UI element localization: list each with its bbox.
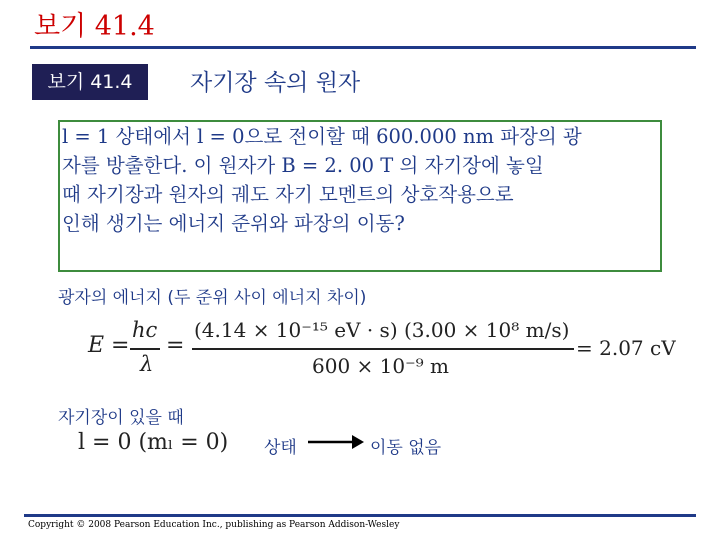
problem-line: 때 자기장과 원자의 궤도 자기 모멘트의 상호작용으로	[62, 183, 514, 206]
energy-denominator: 600 × 10⁻⁹ m	[312, 354, 449, 378]
hc-numerator: hc	[132, 318, 158, 342]
field-section-label: 자기장이 있을 때	[58, 408, 184, 428]
arrow-right-icon	[306, 432, 366, 452]
problem-line: 인해 생기는 에너지 준위와 파장의 이동?	[62, 212, 405, 235]
no-shift-label: 이동 없음	[370, 438, 442, 458]
problem-text	[62, 122, 658, 238]
energy-result: = 2.07 cV	[576, 336, 676, 360]
lambda-denominator: λ	[140, 352, 154, 376]
energy-numerator: (4.14 × 10⁻¹⁵ eV · s) (3.00 × 10⁸ m/s)	[194, 318, 570, 342]
problem-line: l = 1 상태에서 l = 0으로 전이할 때 600.000 nm 파장의 광	[62, 125, 582, 148]
problem-line: 자를 방출한다. 이 원자가 B = 2. 00 T 의 자기장에 놓일	[62, 154, 544, 177]
hc-fraction-bar	[130, 348, 160, 350]
energy-fraction-bar	[192, 348, 574, 350]
slide-heading: 자기장 속의 원자	[190, 70, 361, 96]
equals-sign: =	[166, 333, 185, 358]
state-label: 상태	[264, 438, 297, 458]
example-label-box: 보기 41.4	[32, 64, 148, 100]
bottom-divider	[24, 514, 696, 517]
copyright-notice: Copyright © 2008 Pearson Education Inc., publishing as Pearson Addison-Wesley	[28, 520, 400, 530]
top-divider	[30, 46, 696, 49]
field-condition: l = 0 (mₗ = 0)	[78, 430, 229, 455]
slide-title: 보기 41.4	[34, 11, 155, 42]
energy-section-label: 광자의 에너지 (두 준위 사이 에너지 차이)	[58, 288, 367, 308]
energy-lhs: E =	[88, 333, 130, 358]
